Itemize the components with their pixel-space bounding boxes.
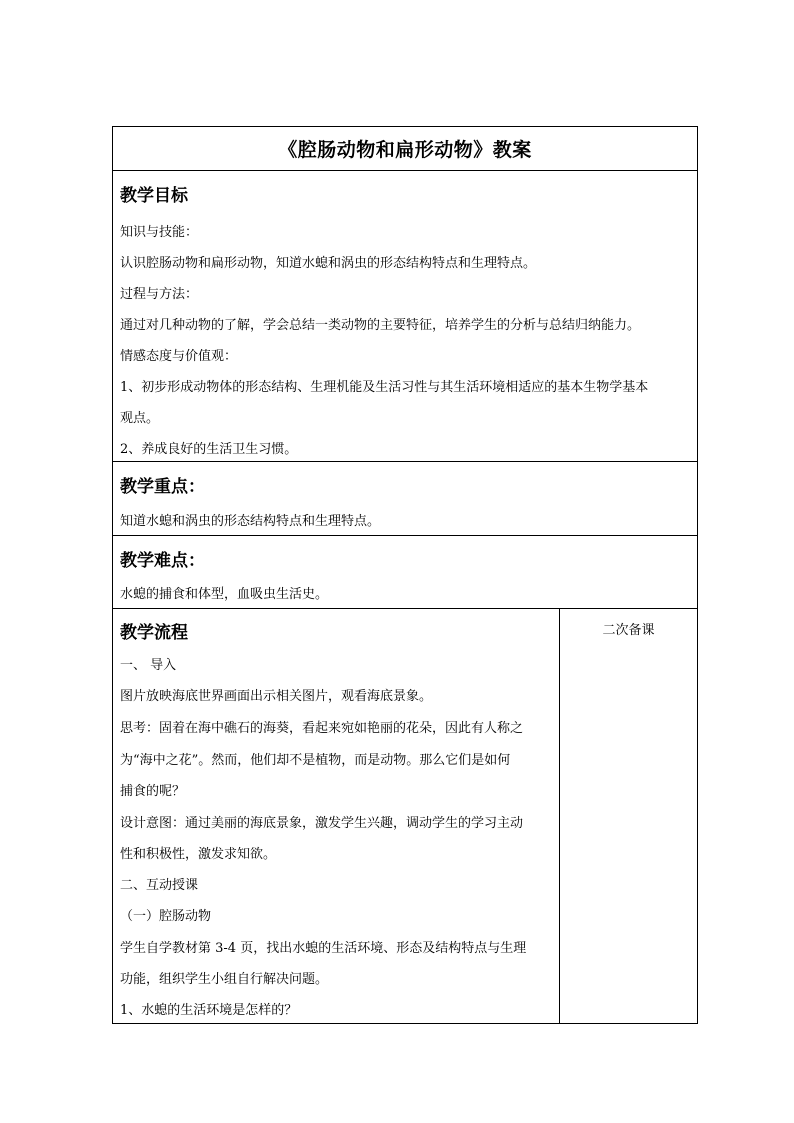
- objectives-line: 情感态度与价值观：: [120, 349, 238, 364]
- objectives-section: [113, 171, 697, 462]
- key-points-text: 知道水螅和涡虫的形态结构特点和生理特点。: [120, 514, 381, 529]
- objectives-line: 通过对几种动物的了解，学会总结一类动物的主要特征，培养学生的分析与总结归纳能力。: [120, 318, 641, 333]
- objectives-heading: 教学目标: [120, 186, 188, 206]
- teaching-process-section: [113, 609, 560, 1023]
- process-line: 一、 导入: [120, 658, 177, 673]
- process-line: 思考：固着在海中礁石的海葵，看起来宛如艳丽的花朵，因此有人称之: [120, 721, 524, 736]
- process-line: 设计意图：通过美丽的海底景象，激发学生兴趣，调动学生的学习主动: [120, 816, 524, 831]
- document-title: 《腔肠动物和扁形动物》教案: [278, 139, 532, 161]
- process-line: 捕食的呢？: [120, 784, 186, 799]
- objectives-line: 过程与方法：: [120, 287, 199, 302]
- lesson-plan-table: [112, 126, 698, 1024]
- process-line: 图片放映海底世界画面出示相关图片，观看海底景象。: [120, 689, 433, 704]
- difficulties-text: 水螅的捕食和体型，血吸虫生活史。: [120, 587, 329, 602]
- secondary-notes-column: [560, 609, 697, 1023]
- process-line: 二、互动授课: [120, 878, 199, 893]
- objectives-line: 2、养成良好的生活卫生习惯。: [120, 442, 298, 457]
- process-line: 1、水螅的生活环境是怎样的？: [120, 1003, 298, 1018]
- objectives-line: 认识腔肠动物和扁形动物，知道水螅和涡虫的形态结构特点和生理特点。: [120, 256, 537, 271]
- process-line: 学生自学教材第 3-4 页，找出水螅的生活环境、形态及结构特点与生理: [120, 941, 527, 956]
- process-line: 功能，组织学生小组自行解决问题。: [120, 972, 329, 987]
- title-row: [113, 127, 697, 171]
- key-points-heading: 教学重点：: [120, 477, 205, 497]
- objectives-line: 观点。: [120, 411, 160, 426]
- difficulties-section: [113, 536, 697, 609]
- process-line: （一）腔肠动物: [120, 909, 212, 924]
- process-line: 性和积极性，激发求知欲。: [120, 847, 277, 862]
- objectives-line: 1、初步形成动物体的形态结构、生理机能及生活习性与其生活环境相适应的基本生物学基本: [120, 380, 649, 395]
- process-heading: 教学流程: [120, 623, 188, 643]
- objectives-line: 知识与技能：: [120, 225, 199, 240]
- process-line: 为“海中之花”。然而，他们却不是植物，而是动物。那么它们是如何: [120, 753, 511, 768]
- key-points-section: [113, 462, 697, 536]
- difficulties-heading: 教学难点：: [120, 551, 205, 571]
- secondary-notes-label: 二次备课: [602, 623, 655, 638]
